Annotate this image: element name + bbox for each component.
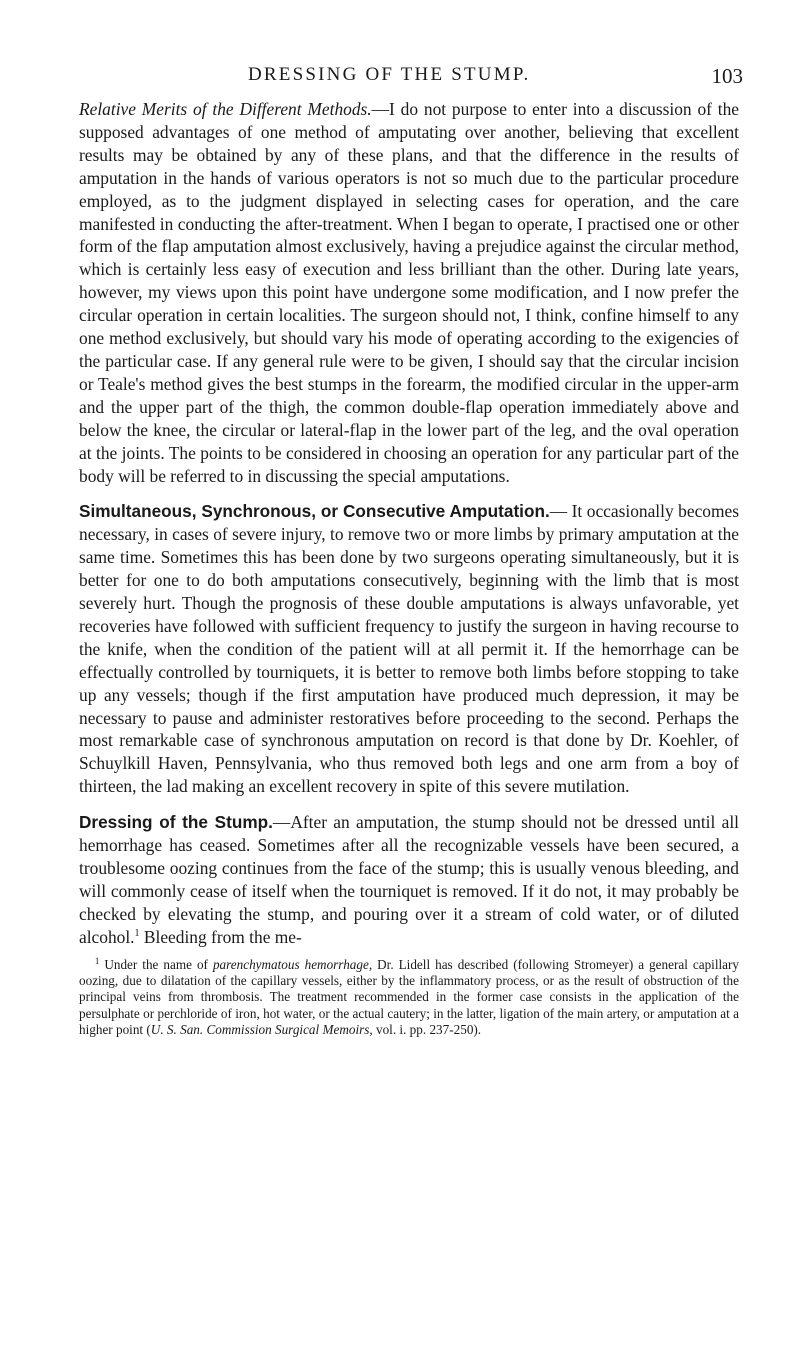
paragraph-dressing-stump — [79, 811, 739, 948]
paragraph-relative-merits — [79, 98, 739, 487]
running-head — [0, 64, 800, 88]
paragraph-text: — It occasionally becomes necessary, in cases of severe injury, to remove two or more limbs by primary amputation at the same time. Sometimes this has been done by two surgeons operating simultaneously, but it is better for one to do both amputations consecutively, beginning with the limb that is most severely hurt. Though the prognosis of these double amputations is always unfavorable, yet recoveries have followed with sufficient frequency to justify the surgeon in having recourse to the knife, when the condition of the patient will at all permit it. If the hemorrhage can be effectually controlled by tourniquets, it is better to remove both limbs before stopping to take up any vessels; though if the first amputation have produced much depression, it may be necessary to pause and administer restoratives before proceeding to the second. Perhaps the most remarkable case of synchronous amputation on record is that done by Dr. Koehler, of Schuylkill Haven, Pennsylvania, who thus removed both legs and one arm from a boy of thirteen, the lad making an excellent recovery in spite of this severe mutilation. — [79, 501, 739, 797]
page-number: 103 — [711, 64, 743, 88]
paragraph-text: —After an amputation, the stump should not be dressed until all hemorrhage has ceased. Sometimes after all the recognizable vessels have been secured, a troublesome oozing continues from the face of the stump; this is usually venous bleeding, and will commonly cease of itself when the tourniquet is removed. If it do not, it may probably be checked by elevating the stump, and pouring over it a stream of cold water, or of diluted alcohol. — [79, 812, 740, 947]
footnote — [79, 957, 739, 1038]
paragraph-simultaneous-amputation — [79, 500, 739, 798]
paragraph-text: —I do not purpose to enter into a discussion of the supposed advantages of one method of amputating over another, believing that excellent results may be obtained by any of these plans, and that the difference in the results of amputation in the hands of various operators is not so much due to the particular procedure employed, as to the judgment displayed in selecting cases for operation, and the care manifested in conducting the after-treatment. When I began to operate, I practised one or other form of the flap amputation almost exclusively, having a prejudice against the circular method, which is certainly less easy of execution and less brilliant than the other. During late years, however, my views upon this point have undergone some modification, and I now prefer the circular operation in certain localities. The surgeon should not, I think, confine himself to any one method exclusively, but should vary his mode of operating according to the exigencies of the particular case. If any general rule were to be given, I should say that the circular incision or Teale's method gives the best stumps in the forearm, the modified circular in the upper-arm and the upper part of the thigh, the common double-flap operation immediately above and below the knee, the circular or lateral-flap in the lower part of the leg, and the oval operation at the joints. The points to be considered in choosing an operation for any particular part of the body will be referred to in discussing the special amputations. — [79, 99, 740, 486]
running-title: DRESSING OF THE STUMP. — [248, 64, 531, 85]
footnote-marker: 1 — [94, 955, 100, 966]
footnote-body: , Dr. Lidell has described (following Stromeyer) a general capillary oozing, due to dilatation of the capillary vessels, either by the inflammatory process, or as the result of obstruction of the principal veins from thrombosis. The treatment recommended in the former case consists in the application of the persulphate or perchloride of iron, hot water, or the actual cautery; in the latter, ligation of the main artery, or amputation at a higher point ( — [79, 956, 739, 1037]
footnote-term: parenchymatous hemorrhage — [212, 956, 369, 972]
heading-relative-merits: Relative Merits of the Different Methods. — [79, 99, 372, 119]
footnote-reference: 1 — [134, 927, 140, 939]
footnote-lead: Under the name of — [99, 956, 213, 972]
heading-simultaneous-amputation: Simultaneous, Synchronous, or Consecutive Amputation. — [79, 501, 550, 522]
footnote-tail: , vol. i. pp. 237-250). — [369, 1021, 482, 1037]
heading-dressing-stump: Dressing of the Stump. — [79, 812, 273, 833]
paragraph-text-continued: Bleeding from the me- — [139, 926, 302, 947]
footnote-source: U. S. San. Commission Surgical Memoirs — [150, 1021, 370, 1037]
body-text — [79, 98, 739, 1051]
